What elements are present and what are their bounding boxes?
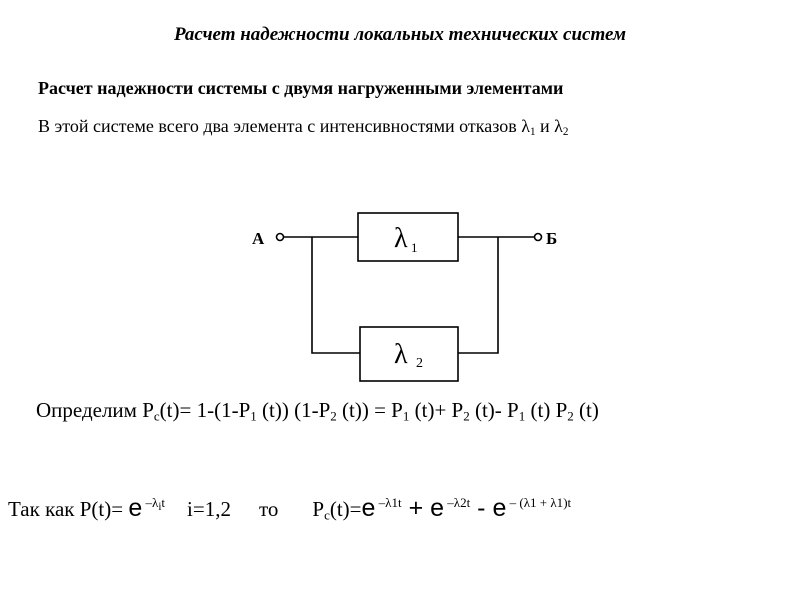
- eq1-part-7: (t): [573, 398, 599, 422]
- eq1-part-6: (t) P: [525, 398, 568, 422]
- eq1-sub-4: 2: [463, 408, 470, 424]
- eq2-exp-base-1: e: [128, 494, 143, 522]
- eq2-exp-base-4: e: [492, 494, 507, 522]
- eq1-part-1: (t)= 1-(1-P: [159, 398, 251, 422]
- reliability-equation: [36, 398, 599, 424]
- eq1-lead: Определим P: [36, 398, 154, 422]
- eq2-pc-sub: c: [324, 507, 330, 523]
- eq2-minus: -: [470, 494, 493, 522]
- eq1-part-4: (t)+ P: [409, 398, 464, 422]
- eq2-exponent-1: –λ: [142, 494, 159, 510]
- eq2-exponent-1-index: i: [158, 500, 162, 513]
- node-a-terminal: [277, 234, 284, 241]
- eq2-plus: +: [401, 494, 431, 522]
- node-b-label: Б: [546, 229, 558, 248]
- eq1-part-5: (t)- P: [469, 398, 519, 422]
- element-2-block: [360, 327, 458, 381]
- element-1-symbol: λ: [394, 223, 408, 254]
- element-1-index: 1: [411, 240, 418, 255]
- node-a-label: А: [252, 229, 265, 248]
- eq2-pc-rest: (t)=: [329, 497, 362, 521]
- element-1-block: [358, 213, 458, 261]
- lambda-1-index: 1: [529, 125, 536, 138]
- parallel-wire: [312, 237, 498, 353]
- eq2-exponent-2: –λ1t: [375, 494, 402, 510]
- section-subtitle: Расчет надежности системы с двумя нагруженными элементами: [38, 78, 564, 98]
- eq1-sub-1: 1: [250, 408, 257, 424]
- eq2-exponent-4: – (λ1 + λ1)t: [506, 494, 572, 510]
- eq1-sub-c: c: [153, 408, 160, 424]
- eq2-exp-base-3: e: [430, 494, 445, 522]
- eq2-exp-base-2: e: [361, 494, 376, 522]
- eq2-then-word: то: [258, 497, 279, 521]
- element-2-index: 2: [416, 356, 423, 371]
- eq1-part-3: (t)) = P: [336, 398, 403, 422]
- node-b-terminal: [535, 234, 542, 241]
- lambda-1-symbol: λ: [521, 116, 530, 136]
- eq2-exponent-3: –λ2t: [444, 494, 471, 510]
- eq2-lead: Так как P(t)=: [8, 497, 129, 521]
- eq2-index-range: i=1,2: [187, 497, 231, 521]
- lambda-2-index: 2: [562, 125, 569, 138]
- intro-text: [38, 116, 568, 138]
- eq1-sub-6: 2: [567, 408, 574, 424]
- intro-body: В этой системе всего два элемента с интенсивностями отказов: [38, 116, 522, 136]
- eq1-sub-3: 1: [402, 408, 410, 424]
- element-2-symbol: λ: [394, 339, 408, 370]
- eq1-part-2: (t)) (1-P: [256, 398, 331, 422]
- parallel-circuit-diagram: [230, 195, 560, 385]
- eq2-pc: P: [312, 497, 325, 521]
- lambda-2-symbol: λ: [554, 116, 563, 136]
- exponential-equation: [8, 494, 571, 523]
- intro-conjunction: и: [535, 116, 555, 136]
- eq1-sub-5: 1: [518, 408, 526, 424]
- eq1-sub-2: 2: [330, 408, 337, 424]
- page-title: Расчет надежности локальных технических систем: [174, 24, 626, 45]
- eq2-exponent-1-t: t: [161, 494, 166, 510]
